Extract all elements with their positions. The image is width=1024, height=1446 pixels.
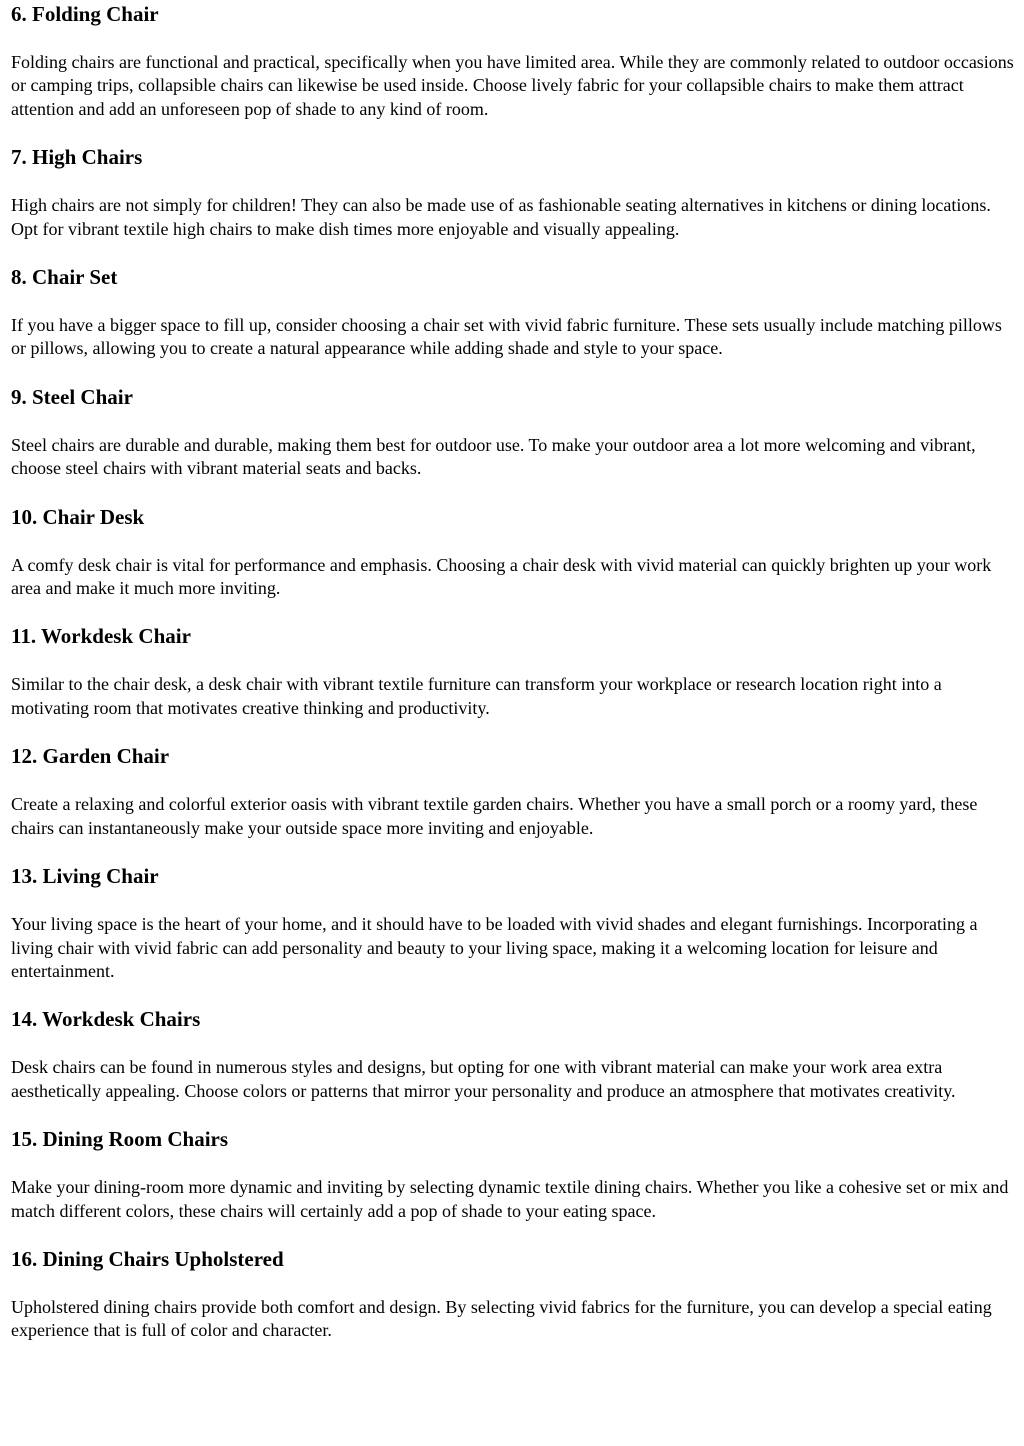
section-body: High chairs are not simply for children! They can also be made use of as fashionable seating alternatives in kitchens or dining locations. Opt for vibrant textile high chairs to make dish times more enjoyable and visually appealing. [11, 195, 991, 239]
section-steel-chair [11, 383, 1014, 481]
section-heading: 10. Chair Desk [11, 504, 145, 529]
section-body: Steel chairs are durable and durable, making them best for outdoor use. To make your outdoor area a lot more welcoming and vibrant, choose steel chairs with vibrant material seats and backs. [11, 434, 976, 479]
section-workdesk-chair [11, 622, 1014, 720]
section-body: Folding chairs are functional and practical, specifically when you have limited area. While they are commonly related to outdoor occasions or camping trips, collapsible chairs can likewise be used inside. Choose lively fabric for your collapsible chairs to make them attract attention and add an unforeseen pop of shade to any kind of room. [11, 52, 1014, 119]
section-dining-chairs-upholstered [11, 1245, 1014, 1343]
section-body: A comfy desk chair is vital for performance and emphasis. Choosing a chair desk with vivid material can quickly brighten up your work area and make it much more inviting. [11, 554, 992, 599]
section-heading: 7. High Chairs [11, 145, 143, 170]
section-heading: 9. Steel Chair [11, 384, 133, 409]
section-body: Similar to the chair desk, a desk chair with vibrant textile furniture can transform your workplace or research location right into a motivating room that motivates creative thinking and productivity. [11, 674, 942, 718]
section-chair-desk [11, 503, 1014, 601]
section-heading: 8. Chair Set [11, 265, 118, 290]
section-heading: 6. Folding Chair [11, 2, 159, 26]
section-heading: 11. Workdesk Chair [11, 624, 191, 649]
section-high-chairs [11, 143, 1014, 241]
section-dining-room-chairs [11, 1125, 1014, 1223]
section-heading: 15. Dining Room Chairs [11, 1127, 229, 1152]
section-workdesk-chairs [11, 1005, 1014, 1103]
section-body: Desk chairs can be found in numerous styles and designs, but opting for one with vibrant material can make your work area extra aesthetically appealing. Choose colors or patterns that mirror your personality and produce an atmosphere that motivates creativity. [11, 1057, 956, 1101]
section-body: Upholstered dining chairs provide both comfort and design. By selecting vivid fabrics for the furniture, you can develop a special eating experience that is full of color and character. [11, 1296, 992, 1341]
section-folding-chair [11, 0, 1014, 121]
section-body: Your living space is the heart of your home, and it should have to be loaded with vivid shades and elegant furnishings. Incorporating a living chair with vivid fabric can add personality and beauty to your living space, making it a welcoming location for leisure and entertainment. [11, 914, 978, 981]
section-body: Make your dining-room more dynamic and inviting by selecting dynamic textile dining chairs. Whether you like a cohesive set or mix and match different colors, these chairs will certainly add a pop of shade to your eating space. [11, 1177, 1009, 1221]
section-garden-chair [11, 742, 1014, 840]
section-heading: 12. Garden Chair [11, 744, 170, 769]
section-heading: 14. Workdesk Chairs [11, 1007, 201, 1032]
section-heading: 13. Living Chair [11, 864, 159, 889]
section-living-chair [11, 862, 1014, 983]
section-body: Create a relaxing and colorful exterior oasis with vibrant textile garden chairs. Whether you have a small porch or a roomy yard, these chairs can instantaneously make your outside space more inviting and enjoyable. [11, 794, 978, 838]
section-heading: 16. Dining Chairs Upholstered [11, 1246, 284, 1271]
section-chair-set [11, 263, 1014, 361]
section-body: If you have a bigger space to fill up, consider choosing a chair set with vivid fabric furniture. These sets usually include matching pillows or pillows, allowing you to create a natural appearance while adding shade and style to your space. [11, 315, 1002, 359]
